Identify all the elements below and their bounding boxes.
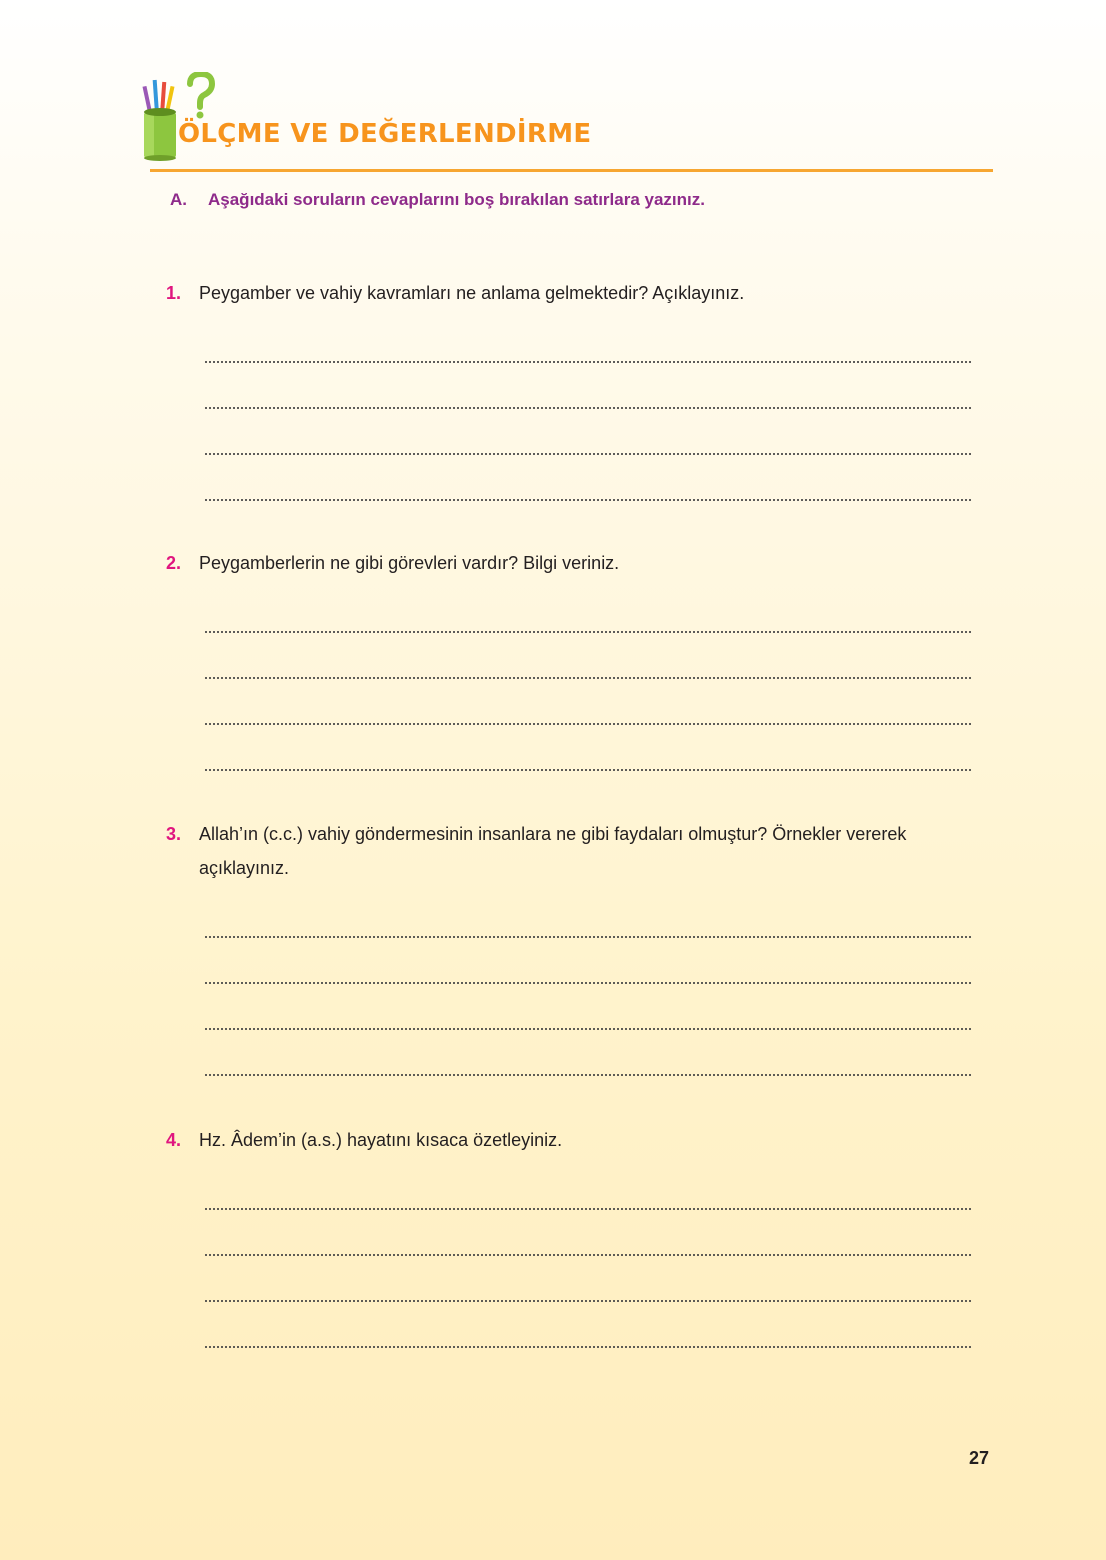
- answer-line[interactable]: [204, 682, 971, 728]
- answer-area[interactable]: [166, 590, 1006, 774]
- question-4: [166, 1123, 1006, 1351]
- question-text-line: Allah’ın (c.c.) vahiy göndermesinin insanlara ne gibi faydaları olmuştur? Örnekler vererek: [199, 824, 907, 844]
- answer-line[interactable]: [204, 1213, 971, 1259]
- answer-line[interactable]: [204, 366, 971, 412]
- answer-area[interactable]: [166, 320, 1006, 504]
- section-instruction: [170, 190, 705, 210]
- answer-line[interactable]: [204, 987, 971, 1033]
- answer-line[interactable]: [204, 320, 971, 366]
- question-number: 1.: [166, 283, 182, 303]
- answer-line[interactable]: [204, 895, 971, 941]
- instruction-letter: A.: [170, 190, 187, 209]
- header-divider: [150, 169, 993, 172]
- question-number: 3.: [166, 824, 182, 844]
- question-2: [166, 546, 1006, 774]
- question-number: 4.: [166, 1130, 182, 1150]
- answer-line[interactable]: [204, 412, 971, 458]
- question-text: [199, 817, 1006, 885]
- answer-area[interactable]: [166, 895, 1006, 1079]
- page-number: 27: [969, 1448, 990, 1468]
- answer-line[interactable]: [204, 1033, 971, 1079]
- instruction-text: Aşağıdaki soruların cevaplarını boş bırakılan satırlara yazınız.: [208, 190, 705, 209]
- question-text: Peygamberlerin ne gibi görevleri vardır? Bilgi veriniz.: [199, 553, 620, 573]
- answer-line[interactable]: [204, 941, 971, 987]
- question-text: Peygamber ve vahiy kavramları ne anlama gelmektedir? Açıklayınız.: [199, 283, 745, 303]
- answer-area[interactable]: [166, 1167, 1006, 1351]
- answer-line[interactable]: [204, 590, 971, 636]
- answer-line[interactable]: [204, 728, 971, 774]
- question-text-line: açıklayınız.: [199, 858, 290, 878]
- question-number: 2.: [166, 553, 182, 573]
- answer-line[interactable]: [204, 1259, 971, 1305]
- question-1: [166, 276, 1006, 504]
- section-header: [140, 72, 1000, 172]
- answer-line[interactable]: [204, 458, 971, 504]
- answer-line[interactable]: [204, 1167, 971, 1213]
- question-text: Hz. Âdem’in (a.s.) hayatını kısaca özetleyiniz.: [199, 1130, 563, 1150]
- question-3: [166, 817, 1006, 1079]
- answer-line[interactable]: [204, 636, 971, 682]
- page-title: ÖLÇME VE DEĞERLENDİRME: [178, 119, 592, 149]
- answer-line[interactable]: [204, 1305, 971, 1351]
